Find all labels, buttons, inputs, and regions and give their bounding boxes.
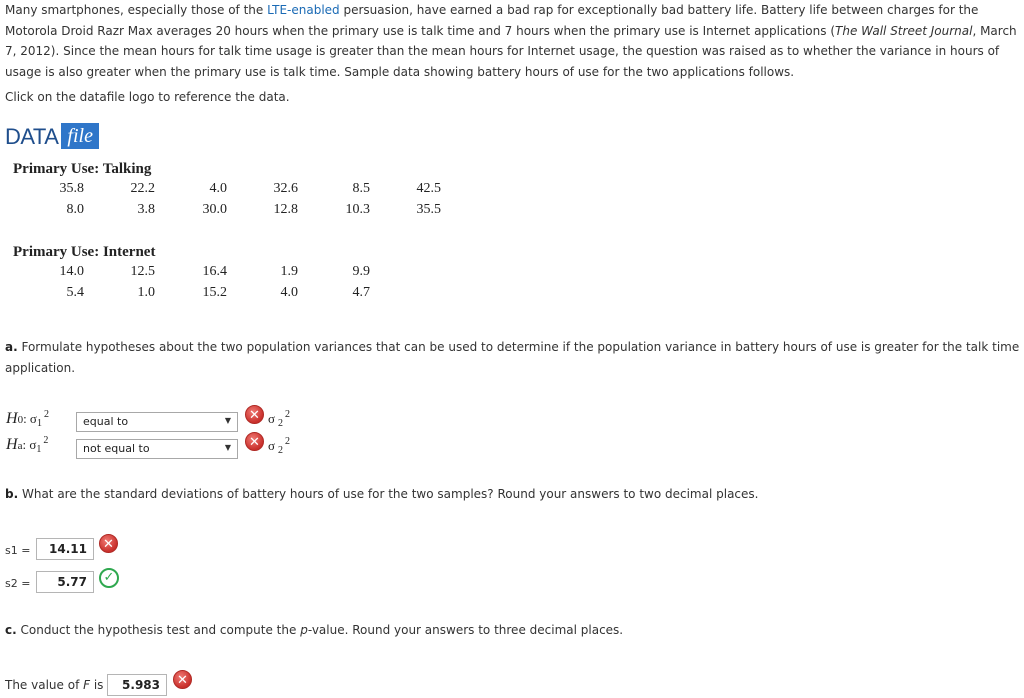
h0-sigma2-sup: 2 [285, 409, 291, 420]
ha-sigma1-sub: 1 [36, 444, 42, 455]
talking-cell: 42.5 [416, 181, 441, 196]
talking-cell: 35.5 [416, 202, 441, 217]
talking-cell: 22.2 [130, 181, 155, 196]
talking-title: Primary Use: Talking [13, 161, 152, 177]
ha-sub: a [17, 440, 23, 452]
p-variable: p [300, 623, 308, 637]
internet-cell: 4.7 [352, 285, 370, 300]
question-a-text: Formulate hypotheses about the two population variances that can be used to determine if the population variance in battery hours of use is greater for the talk time application. [5, 340, 1020, 375]
h0-select-value: equal to [83, 415, 129, 428]
h0-sigma1-sup: 2 [43, 409, 49, 420]
intro-text-3: , March 7, 2012). Since the mean hours for talk time usage is greater than the mean hours for Internet usage, the question was raised as to whether the variance in hours of usage is also greater when the primary use is talk time. Sample data showing battery hours of use for the two applications follows. [5, 23, 1017, 79]
h0-sigma2: σ [268, 411, 276, 426]
x-circle-icon: ✕ [99, 534, 118, 553]
internet-cell: 16.4 [202, 264, 227, 279]
intro-text-1: Many smartphones, especially those of the [5, 3, 268, 17]
s1-label: s1 = [5, 544, 31, 557]
check-circle-icon: ✓ [99, 568, 119, 588]
dropdown-arrow-icon: ▼ [224, 416, 231, 425]
talking-cell: 4.0 [209, 181, 227, 196]
f-label-1: The value of [5, 678, 84, 692]
internet-cell: 5.4 [66, 285, 84, 300]
logo-file-text: file [61, 123, 99, 149]
internet-cell: 15.2 [202, 285, 227, 300]
h0-sigma1-sub: 1 [36, 418, 42, 429]
talking-cell: 30.0 [202, 202, 227, 217]
internet-title: Primary Use: Internet [13, 244, 156, 260]
f-value-input[interactable]: 5.983 [107, 674, 167, 696]
h0-sigma2-sub: 2 [278, 418, 284, 429]
problem-intro [5, 0, 1021, 82]
ha-sigma2: σ [268, 438, 276, 453]
x-circle-icon: ✕ [173, 670, 192, 689]
talking-cell: 12.8 [273, 202, 298, 217]
question-b-prefix: b. [5, 487, 19, 501]
f-variable: F [83, 678, 91, 692]
internet-cell: 14.0 [59, 264, 84, 279]
internet-cell: 9.9 [352, 264, 370, 279]
question-c [5, 623, 623, 637]
ha-rhs [268, 438, 290, 454]
h0-rhs [268, 411, 290, 427]
talking-cell: 3.8 [137, 202, 155, 217]
question-c-text-1: Conduct the hypothesis test and compute the [16, 623, 301, 637]
ha-H: H [6, 436, 18, 453]
talking-cell: 8.5 [352, 181, 370, 196]
h0-sigma1: : σ [23, 411, 37, 426]
intro-text-2: persuasion, have earned a bad rap for exceptionally bad battery life. Battery life between charges for the Motorola Droid Razr Max averages 20 hours when the primary use is talk time and 7 hours when the primary use is Internet applications ( [5, 3, 979, 38]
internet-cell: 1.9 [280, 264, 298, 279]
talking-cell: 35.8 [59, 181, 84, 196]
x-circle-icon: ✕ [245, 432, 264, 451]
datafile-logo[interactable] [5, 119, 99, 149]
h0-H: H [6, 410, 18, 427]
journal-name: The Wall Street Journal [835, 23, 973, 38]
ha-label [6, 436, 48, 454]
question-c-text-2: -value. Round your answers to three decimal places. [307, 623, 624, 637]
f-value-label [5, 678, 103, 692]
s2-label: s2 = [5, 577, 31, 590]
h0-sub: 0 [17, 414, 24, 426]
s1-input[interactable]: 14.11 [36, 538, 94, 560]
internet-cell: 1.0 [137, 285, 155, 300]
question-c-prefix: c. [5, 623, 17, 637]
datafile-note: Click on the datafile logo to reference the data. [5, 90, 290, 104]
question-a-prefix: a. [5, 340, 18, 354]
x-circle-icon: ✕ [245, 405, 264, 424]
ha-sigma2-sup: 2 [285, 436, 291, 447]
ha-sigma2-sub: 2 [278, 445, 284, 456]
h0-relation-select[interactable] [76, 412, 238, 432]
question-b [5, 487, 758, 501]
talking-cell: 10.3 [345, 202, 370, 217]
lte-enabled-link[interactable]: LTE-enabled [267, 3, 340, 17]
ha-sigma1-sup: 2 [43, 435, 49, 446]
logo-data-text: DATA [5, 124, 59, 149]
ha-sigma1: : σ [22, 437, 37, 452]
h0-label [6, 410, 49, 428]
question-a [5, 337, 1021, 378]
f-label-2: is [90, 678, 104, 692]
internet-cell: 4.0 [280, 285, 298, 300]
dropdown-arrow-icon: ▼ [224, 443, 231, 452]
s2-input[interactable]: 5.77 [36, 571, 94, 593]
ha-relation-select[interactable] [76, 439, 238, 459]
talking-cell: 8.0 [66, 202, 84, 217]
question-b-text: What are the standard deviations of battery hours of use for the two samples? Round your answers to two decimal places. [18, 487, 759, 501]
ha-select-value: not equal to [83, 442, 150, 455]
talking-cell: 32.6 [273, 181, 298, 196]
internet-cell: 12.5 [130, 264, 155, 279]
